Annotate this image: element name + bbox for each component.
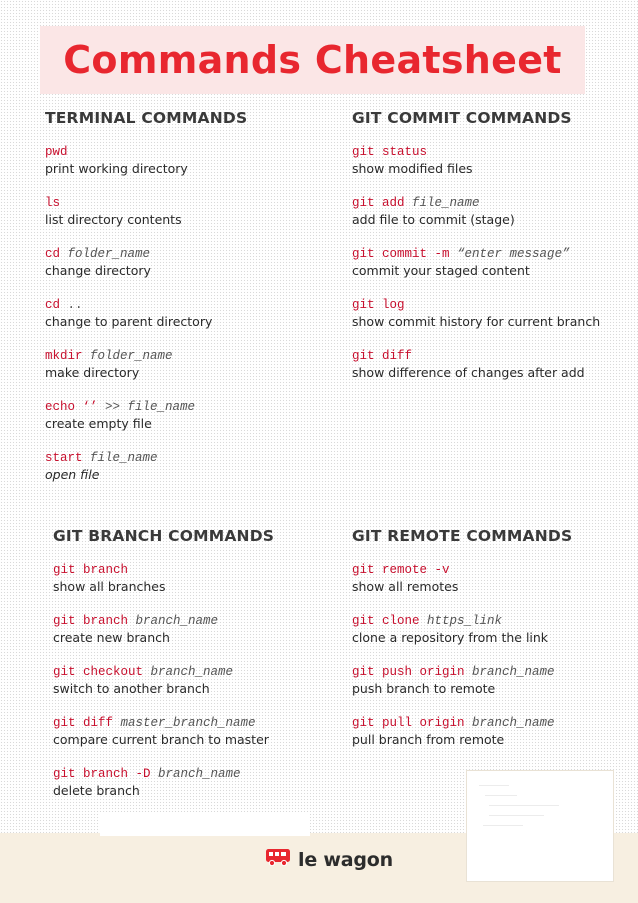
command-description: show all remotes: [352, 579, 459, 594]
command-description: change directory: [45, 263, 151, 278]
command-argument: file_name: [412, 196, 480, 210]
command-item: [53, 613, 333, 646]
command-argument: branch_name: [135, 614, 219, 628]
command-description: change to parent directory: [45, 314, 213, 329]
command-code: cd: [45, 247, 61, 261]
command-argument: >> file_name: [105, 400, 196, 414]
command-item: [352, 715, 632, 748]
command-item: [352, 297, 632, 330]
command-item: [45, 144, 325, 177]
command-item: [352, 613, 632, 646]
command-argument: master_branch_name: [120, 716, 256, 730]
command-argument: folder_name: [67, 247, 151, 261]
page-title: Commands Cheatsheet: [63, 38, 562, 82]
command-code: git branch: [53, 563, 129, 577]
command-item: [53, 715, 333, 748]
command-description: switch to another branch: [53, 681, 210, 696]
command-code: echo ‘’: [45, 400, 98, 414]
command-code: git push origin: [352, 665, 465, 679]
command-argument: file_name: [90, 451, 158, 465]
command-argument: branch_name: [472, 716, 555, 730]
command-item: [53, 664, 333, 697]
section-git-commit-commands: [352, 109, 632, 399]
command-code: start: [45, 451, 83, 465]
logo-text: le wagon: [298, 848, 393, 871]
command-code: git branch: [53, 614, 129, 628]
command-description: pull branch from remote: [352, 732, 505, 747]
le-wagon-logo: [265, 847, 393, 872]
command-argument: ..: [67, 298, 83, 312]
section-heading: GIT COMMIT COMMANDS: [352, 109, 572, 127]
command-description: commit your staged content: [352, 263, 530, 278]
command-item: [352, 562, 632, 595]
command-description: create new branch: [53, 630, 170, 645]
command-description: show difference of changes after add: [352, 365, 585, 380]
command-argument: folder_name: [90, 349, 173, 363]
command-code: git status: [352, 145, 428, 159]
command-description: add file to commit (stage): [352, 212, 515, 227]
command-code: git remote -v: [352, 563, 450, 577]
section-heading: GIT BRANCH COMMANDS: [53, 527, 275, 545]
command-item: [45, 246, 325, 279]
command-item: [352, 664, 632, 697]
command-code: git commit -m: [352, 247, 450, 261]
command-item: [53, 562, 333, 595]
command-argument: “enter message”: [457, 247, 570, 261]
command-code: git add: [352, 196, 405, 210]
command-argument: branch_name: [472, 665, 555, 679]
command-code: git branch -D: [53, 767, 151, 781]
command-item: [45, 348, 325, 381]
command-description: compare current branch to master: [53, 732, 269, 747]
section-git-branch-commands: [53, 527, 333, 817]
command-code: mkdir: [45, 349, 83, 363]
command-description: delete branch: [53, 783, 140, 798]
section-heading: GIT REMOTE COMMANDS: [352, 527, 573, 545]
command-description: push branch to remote: [352, 681, 496, 696]
command-code: git diff: [352, 349, 413, 363]
section-terminal-commands: [45, 109, 325, 501]
footer-inset: [100, 812, 310, 836]
command-argument: branch_name: [150, 665, 234, 679]
command-description: create empty file: [45, 416, 152, 431]
command-description: show commit history for current branch: [352, 314, 601, 329]
command-description: print working directory: [45, 161, 188, 176]
command-code: pwd: [45, 145, 68, 159]
command-description: clone a repository from the link: [352, 630, 549, 645]
command-description: show modified files: [352, 161, 473, 176]
command-item: [45, 297, 325, 330]
section-git-remote-commands: [352, 527, 632, 766]
command-description: show all branches: [53, 579, 166, 594]
command-item: [45, 195, 325, 228]
command-code: ls: [45, 196, 61, 210]
command-description: open file: [45, 467, 100, 482]
command-item: [45, 399, 325, 432]
decorative-note-card: [466, 770, 614, 882]
command-description: make directory: [45, 365, 140, 380]
command-item: [352, 195, 632, 228]
command-code: git pull origin: [352, 716, 465, 730]
section-heading: TERMINAL COMMANDS: [45, 109, 248, 127]
command-code: git log: [352, 298, 405, 312]
command-item: [352, 246, 632, 279]
title-banner: [40, 26, 585, 94]
command-code: git diff: [53, 716, 114, 730]
command-item: [352, 348, 632, 381]
command-item: [352, 144, 632, 177]
command-description: list directory contents: [45, 212, 182, 227]
command-item: [53, 766, 333, 799]
command-code: git clone: [352, 614, 420, 628]
command-argument: https_link: [427, 614, 503, 628]
command-item: [45, 450, 325, 483]
command-code: cd: [45, 298, 61, 312]
command-argument: branch_name: [158, 767, 241, 781]
bus-icon: [265, 847, 291, 872]
command-code: git checkout: [53, 665, 144, 679]
